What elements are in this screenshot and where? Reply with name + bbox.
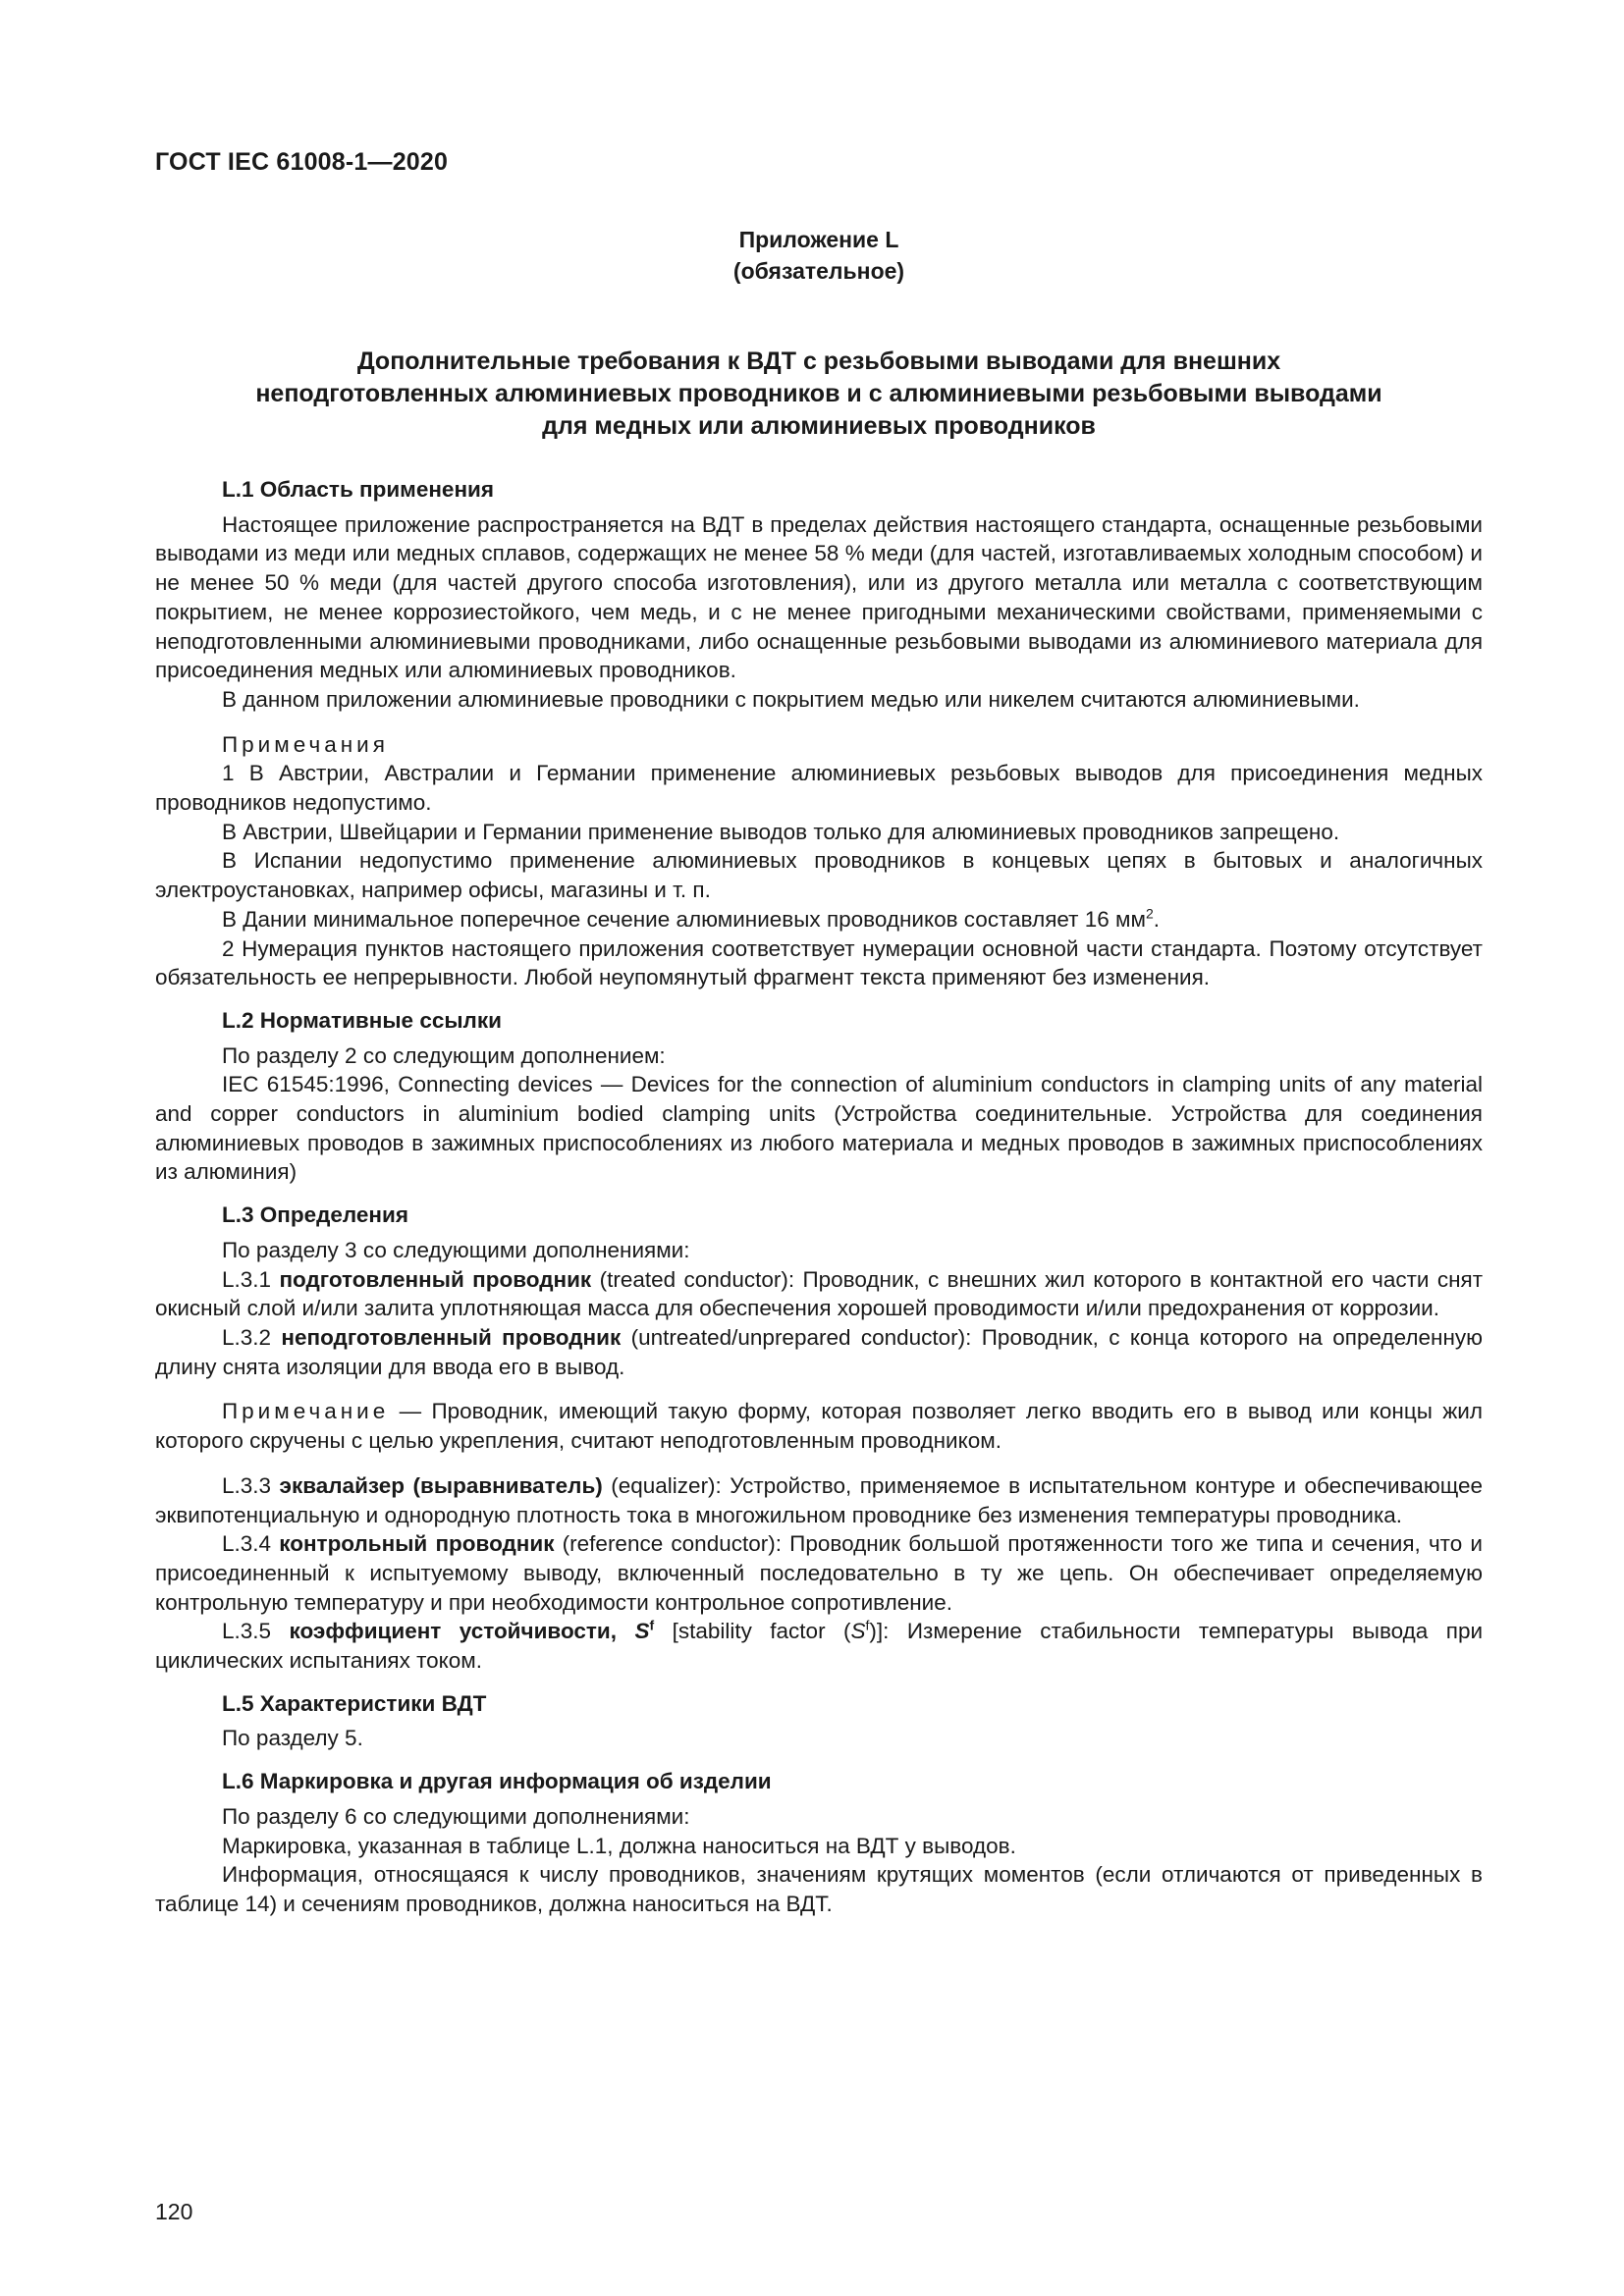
annex-label-block bbox=[155, 224, 1483, 287]
paragraph: По разделу 2 со следующим дополнением: bbox=[222, 1042, 666, 1068]
annex-label: Приложение L bbox=[738, 227, 899, 252]
note-paragraph: В Дании минимальное поперечное сечение алюминиевых проводников составляет 16 $мм^2$. bbox=[222, 905, 1160, 932]
paragraph: IEC 61545:1996, Connecting devices — Devices for the connection of aluminium conductors in clamping units of any material and copper conductors in aluminium bodied clamping units (Устройства соединительные. Устройства для соединения алюминиевых проводов в зажимных приспособлениях из любого материала и медных проводов в зажимных приспособлениях из алюминия) bbox=[155, 1072, 1483, 1185]
definition-l3-2: L.3.2 неподготовленный проводник (untreated/unprepared conductor): Проводник, с конца которого на определенную длину снята изоляции для ввода его в вывод. bbox=[155, 1324, 1483, 1379]
section-heading-l1: L.1 Область применения bbox=[222, 477, 494, 502]
note-paragraph: 2 Нумерация пунктов настоящего приложения соответствует нумерации основной части стандарта. Поэтому отсутствует обязательность ее непрерывности. Любой неупомянутый фрагмент текста применяют без изменения. bbox=[155, 935, 1483, 990]
paragraph: По разделу 6 со следующими дополнениями: bbox=[222, 1803, 690, 1829]
note-paragraph: В Австрии, Швейцарии и Германии применение выводов только для алюминиевых проводников запрещено. bbox=[222, 819, 1340, 844]
paragraph: Маркировка, указанная в таблице L.1, должна наноситься на ВДТ у выводов. bbox=[222, 1833, 1016, 1858]
page-number: 120 bbox=[155, 2199, 193, 2224]
annex-status: (обязательное) bbox=[732, 258, 905, 284]
document-body bbox=[155, 475, 1483, 1919]
paragraph: По разделу 5. bbox=[222, 1726, 363, 1751]
paragraph: По разделу 3 со следующими дополнениями: bbox=[222, 1237, 690, 1262]
annex-title-line: неподготовленных алюминиевых проводников и с алюминиевыми резьбовыми выводами bbox=[255, 380, 1382, 407]
note-paragraph: 1 В Австрии, Австралии и Германии применение алюминиевых резьбовых выводов для присоединения медных проводников недопустимо. bbox=[155, 761, 1483, 816]
annex-title-line: Дополнительные требования к ВДТ с резьбовыми выводами для внешних bbox=[356, 347, 1281, 375]
section-heading-l6: L.6 Маркировка и другая информация об изделии bbox=[222, 1769, 772, 1794]
paragraph: Настоящее приложение распространяется на ВДТ в пределах действия настоящего стандарта, оснащенные резьбовыми выводами из меди или медных сплавов, содержащих не менее 58 % меди (для частей, изготавливаемых холодным способом) и не менее 50 % меди (для частей другого способа изготовления), или из другого металла или металла с соответствующим покрытием, не менее коррозиестойкого, чем медь, и с не менее пригодными механическими свойствами, применяемыми с неподготовленными алюминиевыми проводниками, либо оснащенные резьбовыми выводами из алюминиевого материала для присоединения медных или алюминиевых проводников. bbox=[155, 511, 1483, 683]
definition-l3-5: L.3.5 коэффициент устойчивости, $S^f$ [stability factor $(S^f)$]: Измерение стабильности температуры вывода при циклических испытаниях током. bbox=[155, 1617, 1484, 1674]
definition-l3-3: L.3.3 эквалайзер (выравниватель) (equalizer): Устройство, применяемое в испытательном контуре и обеспечивающее эквипотенциальную и однородную плотность тока в многожильном проводнике без изменения температуры проводника. bbox=[155, 1472, 1483, 1527]
paragraph: Информация, относящаяся к числу проводников, значениям крутящих моментов (если отличаются от приведенных в таблице 14) и сечениям проводников, должна наноситься на ВДТ. bbox=[155, 1862, 1483, 1916]
section-heading-l3: L.3 Определения bbox=[222, 1202, 408, 1228]
annex-title bbox=[155, 346, 1483, 443]
document-header: ГОСТ IEC 61008-1—2020 bbox=[155, 148, 449, 176]
annex-title-line: для медных или алюминиевых проводников bbox=[542, 412, 1096, 440]
note-paragraph: В Испании недопустимо применение алюминиевых проводников в концевых цепях в бытовых и аналогичных электроустановках, например офисы, магазины и т. п. bbox=[155, 848, 1483, 903]
paragraph: В данном приложении алюминиевые проводники с покрытием медью или никелем считаются алюминиевыми. bbox=[222, 686, 1360, 712]
section-heading-l5: L.5 Характеристики ВДТ bbox=[222, 1690, 487, 1716]
note-paragraph: Примечание — Проводник, имеющий такую форму, которая позволяет легко вводить его в вывод или концы жил которого скручены с целью укрепления, считают неподготовленным проводником. bbox=[155, 1399, 1483, 1454]
definition-l3-1: L.3.1 подготовленный проводник (treated conductor): Проводник, с внешних жил которого в контактной его части снят окисный слой и/или залита уплотняющая масса для обеспечения хорошей проводимости и/или предохранения от коррозии. bbox=[155, 1266, 1484, 1321]
notes-label: Примечания bbox=[222, 731, 389, 757]
definition-l3-4: L.3.4 контрольный проводник (reference conductor): Проводник большой протяженности того же типа и сечения, что и присоединенный к испытуемому выводу, включенный последовательно в ту же цепь. Он обеспечивает определяемую контрольную температуру и при необходимости контрольное сопротивление. bbox=[155, 1531, 1483, 1615]
section-heading-l2: L.2 Нормативные ссылки bbox=[222, 1007, 502, 1033]
